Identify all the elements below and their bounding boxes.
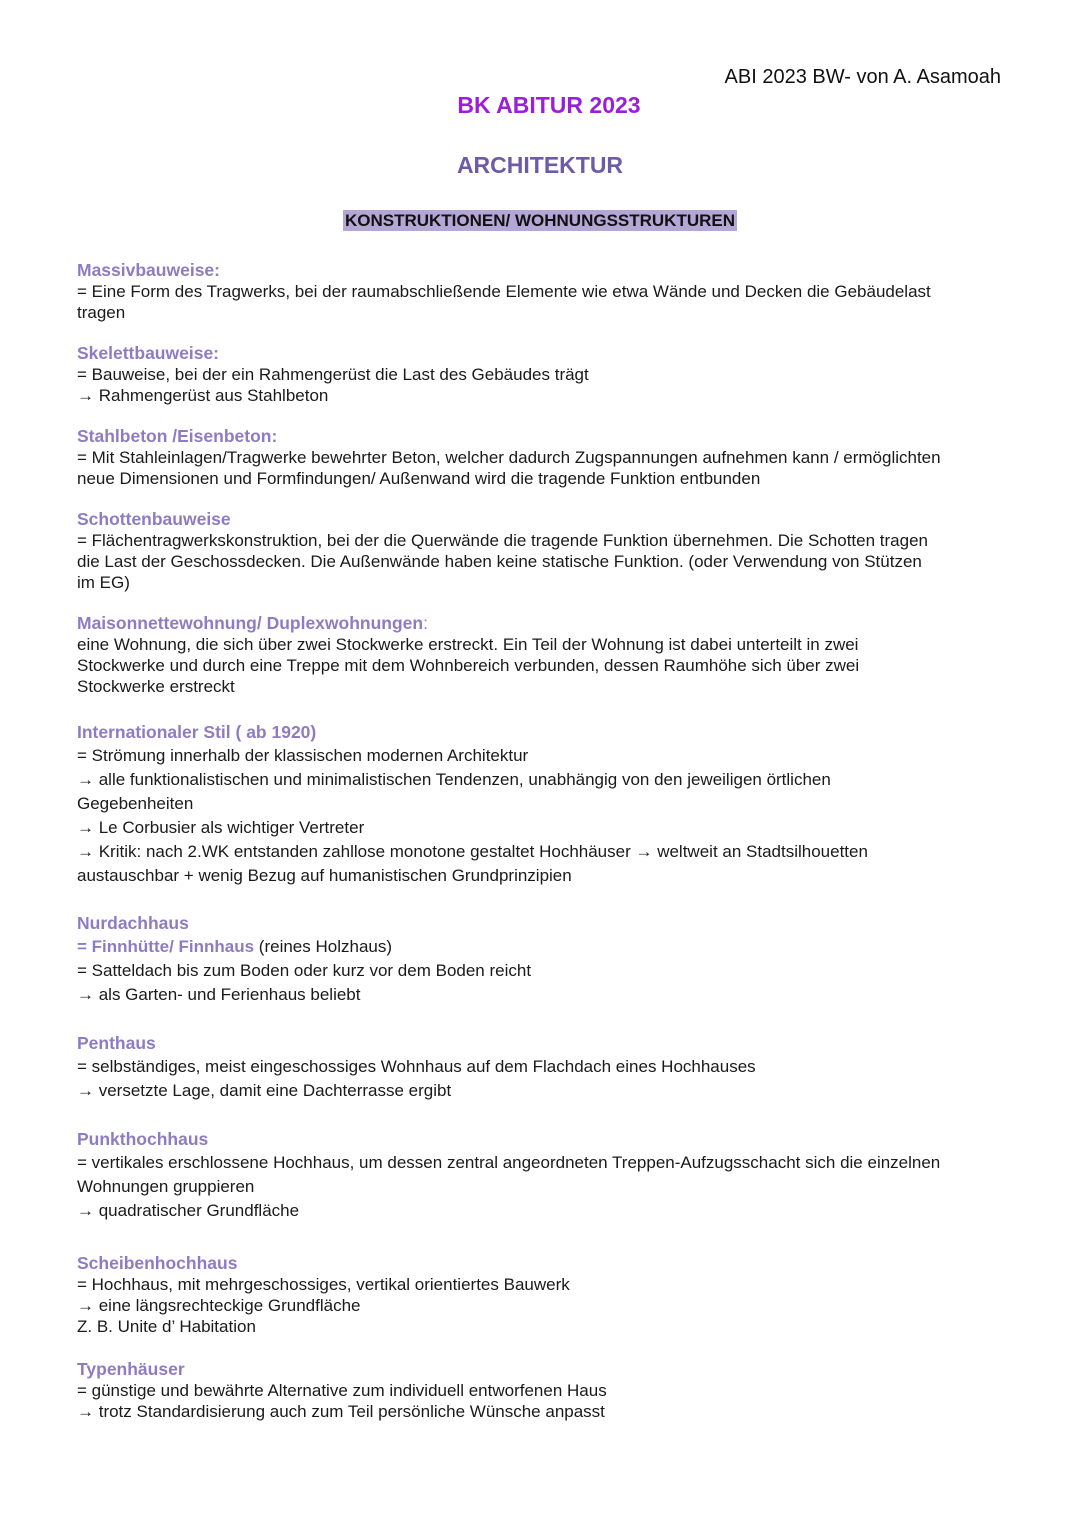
section-heading <box>77 613 1007 634</box>
text-line: eine Wohnung, die sich über zwei Stockwerke erstreckt. Ein Teil der Wohnung ist dabei unterteilt in zwei <box>77 635 859 654</box>
text-line: → quadratischer Grundfläche <box>77 1201 300 1220</box>
section-internationaler-stil <box>77 720 1007 888</box>
section-heading: Penthaus <box>77 1033 156 1053</box>
section-heading: Scheibenhochhaus <box>77 1253 238 1273</box>
section-maisonnettewohnung <box>77 613 1007 697</box>
section-penthaus <box>77 1031 1007 1103</box>
section-heading: Internationaler Stil ( ab 1920) <box>77 722 317 742</box>
text-line: Stockwerke und durch eine Treppe mit dem Wohnbereich verbunden, dessen Raumhöhe sich über zwei <box>77 656 860 675</box>
section-skelettbauweise <box>77 343 1007 406</box>
text-line: = Hochhaus, mit mehrgeschossiges, vertikal orientiertes Bauwerk <box>77 1275 570 1294</box>
section-nurdachhaus <box>77 911 1007 1007</box>
section-heading-suffix: : <box>423 613 428 633</box>
section-heading: Typenhäuser <box>77 1359 185 1379</box>
text-line: Wohnungen gruppieren <box>77 1177 255 1196</box>
text-line: → Kritik: nach 2.WK entstanden zahllose monotone gestaltet Hochhäuser → weltweit an Stadtsilhouetten <box>77 842 868 861</box>
section-heading: Punkthochhaus <box>77 1129 209 1149</box>
section-heading: Skelettbauweise: <box>77 343 219 363</box>
section-heading: Massivbauweise: <box>77 260 220 280</box>
text-line: = vertikales erschlossene Hochhaus, um dessen zentral angeordneten Treppen-Aufzugsschacht sich die einzelnen <box>77 1153 941 1172</box>
text-line: Stockwerke erstreckt <box>77 677 235 696</box>
text-line: austauschbar + wenig Bezug auf humanistischen Grundprinzipien <box>77 866 572 885</box>
text-line: = Flächentragwerkskonstruktion, bei der die Querwände die tragende Funktion übernehmen. Die Schotten tragen <box>77 531 928 550</box>
text-line: im EG) <box>77 573 130 592</box>
section-heading-text: Maisonnettewohnung/ Duplexwohnungen <box>77 613 424 633</box>
text-line: → trotz Standardisierung auch zum Teil persönliche Wünsche anpasst <box>77 1402 605 1421</box>
text-line: = selbständiges, meist eingeschossiges Wohnhaus auf dem Flachdach eines Hochhauses <box>77 1057 756 1076</box>
text-line: → alle funktionalistischen und minimalistischen Tendenzen, unabhängig von den jeweiligen örtlichen <box>77 770 831 789</box>
alias-term: = Finnhütte/ Finnhaus <box>77 937 255 956</box>
section-heading: Schottenbauweise <box>77 509 231 529</box>
text-line: = Mit Stahleinlagen/Tragwerke bewehrter Beton, welcher dadurch Zugspannungen aufnehmen kann / ermöglichten <box>77 448 941 467</box>
text-line <box>77 935 1007 959</box>
text-line: die Last der Geschossdecken. Die Außenwände haben keine statische Funktion. (oder Verwendung von Stützen <box>77 552 922 571</box>
text-line: → Le Corbusier als wichtiger Vertreter <box>77 818 365 837</box>
section-typenhaeuser <box>77 1359 1007 1422</box>
text-line: neue Dimensionen und Formfindungen/ Außenwand wird die tragende Funktion entbunden <box>77 469 761 488</box>
text-line: → versetzte Lage, damit eine Dachterrasse ergibt <box>77 1081 452 1100</box>
text-line: Gegebenheiten <box>77 794 194 813</box>
section-stahlbeton <box>77 426 1007 489</box>
section-schottenbauweise <box>77 509 1007 593</box>
subject-title: ARCHITEKTUR <box>456 152 624 178</box>
section-punkthochhaus <box>77 1127 1007 1223</box>
text-line: → Rahmengerüst aus Stahlbeton <box>77 386 329 405</box>
text-line: = Eine Form des Tragwerks, bei der raumabschließende Elemente wie etwa Wände und Decken die Gebäudelast <box>77 282 931 301</box>
text-line: Z. B. Unite d’ Habitation <box>77 1317 256 1336</box>
section-massivbauweise <box>77 260 1007 323</box>
text-line: tragen <box>77 303 126 322</box>
section-heading: Nurdachhaus <box>77 913 189 933</box>
author-line: ABI 2023 BW- von A. Asamoah <box>724 66 1001 88</box>
text-line: = Bauweise, bei der ein Rahmengerüst die Last des Gebäudes trägt <box>77 365 589 384</box>
text-line: = Strömung innerhalb der klassischen modernen Architektur <box>77 746 529 765</box>
topic-heading <box>0 211 1080 231</box>
text-line: = Satteldach bis zum Boden oder kurz vor dem Boden reicht <box>77 961 532 980</box>
topic-heading-text: KONSTRUKTIONEN/ WOHNUNGSSTRUKTUREN <box>344 211 736 230</box>
text-line: → als Garten- und Ferienhaus beliebt <box>77 985 361 1004</box>
alias-note: (reines Holzhaus) <box>254 937 393 956</box>
document-title: BK ABITUR 2023 <box>457 92 641 118</box>
text-line: → eine längsrechteckige Grundfläche <box>77 1296 361 1315</box>
section-scheibenhochhaus <box>77 1253 1007 1337</box>
text-line: = günstige und bewährte Alternative zum individuell entworfenen Haus <box>77 1381 607 1400</box>
section-heading: Stahlbeton /Eisenbeton: <box>77 426 278 446</box>
